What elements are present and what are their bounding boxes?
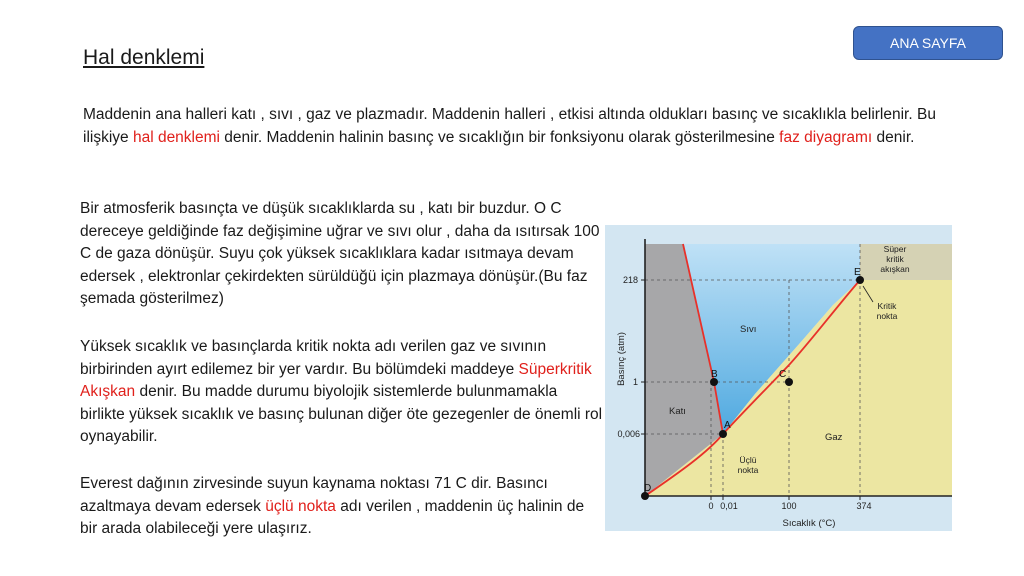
term-uclu-nokta: üçlü nokta [265, 497, 336, 515]
point-a [719, 430, 727, 438]
label-a: A [724, 420, 731, 431]
label-d: D [644, 483, 652, 494]
intro-text-3: denir. [872, 129, 915, 146]
phase-diagram [605, 225, 952, 531]
paragraph-water-states: Bir atmosferik basınçta ve düşük sıcaklıklarda su , katı bir buzdur. O C dereceye geldiğinde faz değişimine uğrar ve sıvı olur , daha da ısıtırsak 100 C de gaza dönüşür. Suyu çok yüksek sıcaklıklara kadar ısıtmaya devam edersek , elektronlar çekirdekten sürüldüğü için plazmaya dönüşür.(Bu faz şemada gösterilmez) [80, 200, 600, 307]
x-tick-100: 100 [781, 501, 797, 511]
y-tick-0006: 0,006 [617, 429, 640, 439]
paragraph3-text-2: adı verilen , maddenin üç halinin de bir arada olabileceği yere ulaşırız. [80, 497, 585, 537]
paragraph2-text-2: denir. Bu madde durumu biyolojik sistemlerde bulunmamakla birlikte yüksek sıcaklık ve basınç bulunan diğer öte gezegenler de önemli rol oynayabilir. [80, 383, 603, 445]
label-e: E [854, 267, 861, 278]
term-faz-diyagrami: faz diyagramı [779, 129, 873, 146]
paragraph-critical-point [80, 336, 605, 449]
liquid-label: Sıvı [740, 324, 757, 335]
x-tick-001: 0,01 [720, 501, 738, 511]
intro-text-2: denir. Maddenin halinin basınç ve sıcaklığın bir fonksiyonu olarak gösterilmesine [219, 129, 780, 146]
supercritical-label: Süper kritik akışkan [880, 244, 910, 274]
gas-label: Gaz [825, 432, 843, 443]
paragraph2-text-1: Yüksek sıcaklık ve basınçlarda kritik nokta adı verilen gaz ve sıvının birbirinden ayırt edilemez bir yer vardır. Bu bölümdeki maddeye [80, 338, 547, 378]
critical-point-label: Kritik nokta [876, 301, 898, 321]
home-button[interactable]: ANA SAYFA [853, 26, 1003, 60]
page-title: Hal denklemi [83, 46, 205, 69]
term-hal-denklemi: hal denklemi [132, 129, 220, 146]
x-tick-0: 0 [708, 501, 714, 511]
solid-label: Katı [669, 406, 686, 417]
intro-text-1: Maddenin ana halleri katı , sıvı , gaz ve plazmadır. Maddenin halleri , etkisi altında oldukları basınç ve sıcaklıkla belirlenir. Bu ilişkiye [83, 106, 936, 146]
y-tick-218: 218 [622, 275, 638, 285]
triple-point-label: Üçlü nokta [737, 455, 759, 475]
label-c: C [779, 369, 787, 380]
paragraph3-text-1: Everest dağının zirvesinde suyun kaynama noktası 71 C dir. Basıncı azaltmaya devam edersek [80, 475, 548, 515]
y-axis-label: Basınç (atm) [616, 332, 627, 386]
y-tick-1: 1 [632, 377, 638, 387]
intro-paragraph [83, 103, 943, 149]
term-superkritik-akiskan: Süperkritik Akışkan [80, 360, 592, 400]
paragraph-triple-point [80, 473, 605, 541]
x-tick-374: 374 [856, 501, 872, 511]
label-b: B [711, 369, 718, 380]
x-axis-label: Sıcaklık (°C) [782, 518, 836, 529]
